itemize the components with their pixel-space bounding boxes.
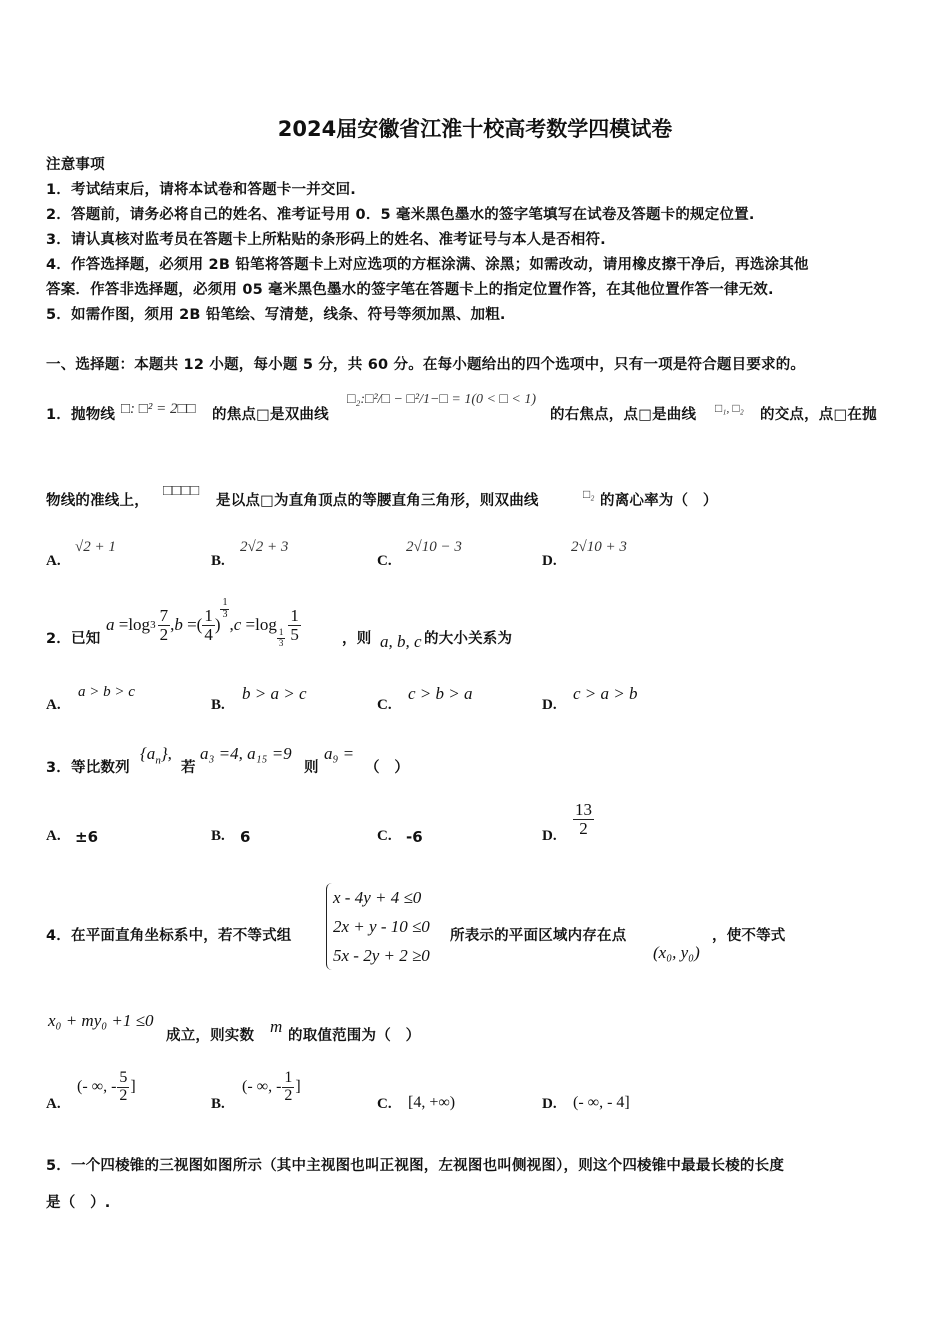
q1-text-part: 是以点□为直角顶点的等腰直角三角形，则双曲线 (216, 493, 539, 509)
q5-text-line: 5．一个四棱锥的三视图如图所示（其中主视图也叫正视图，左视图也叫侧视图），则这个四棱锥中最最长棱的长度 (46, 1158, 785, 1174)
q2-option-b-value: b > a > c (242, 684, 307, 703)
q1-option-d-value: 2√10 + 3 (571, 539, 627, 555)
q4-text-part: 4．在平面直角坐标系中，若不等式组 (46, 928, 292, 944)
q1-text-part: 1．抛物线 (46, 407, 116, 423)
q4-option-a-label[interactable]: A. (46, 1096, 61, 1112)
notice-heading: 注意事项 (46, 157, 105, 173)
q4-text-part: ，使不等式 (712, 928, 786, 944)
q3-condition: a₃ =4, a₁₅ =9 (200, 744, 292, 763)
q2-text-part: ，则 (342, 631, 372, 647)
q2-option-b-label[interactable]: B. (211, 697, 225, 713)
q3-option-d-value: $\frac{13}{2}$ (575, 800, 592, 838)
q1-option-a-label[interactable]: A. (46, 553, 61, 569)
q3-option-c-value: -6 (406, 828, 423, 846)
q3-text-part: 3．等比数列 (46, 760, 130, 776)
q2-option-d-label[interactable]: D. (542, 697, 557, 713)
q2-option-c-label[interactable]: C. (377, 697, 392, 713)
q4-inequality: 2x + y - 10 ≤0 (333, 917, 430, 936)
notice-item: 3．请认真核对监考员在答题卡上所粘贴的条形码上的姓名、准考证号与本人是否相符. (46, 232, 606, 248)
notice-item: 5．如需作图，须用 2B 铅笔绘、写清楚，线条、符号等须加黑、加粗. (46, 307, 506, 323)
q3-target: a₉ = (324, 744, 355, 763)
notice-item: 1．考试结束后，请将本试卷和答题卡一并交回. (46, 182, 356, 198)
q3-sequence: $\{a_n\}$, (140, 744, 172, 767)
notice-item: 2．答题前，请务必将自己的姓名、准考证号用 0．5 毫米黑色墨水的签字笔填写在试卷及答题卡的规定位置. (46, 207, 755, 223)
q3-text-part: 若 (181, 760, 196, 776)
q1-parabola-formula: □: □² = 2□□ (121, 401, 196, 417)
q4-option-c-value: [4, +∞) (408, 1094, 456, 1111)
q4-text-part: 所表示的平面区域内存在点 (450, 928, 627, 944)
q2-option-d-value: c > a > b (573, 684, 638, 703)
q4-inequality: 5x - 2y + 2 ≥0 (333, 946, 430, 965)
q4-option-d-value: (- ∞, - 4] (573, 1094, 630, 1111)
q3-option-b-label[interactable]: B. (211, 828, 225, 844)
q4-inequality-system (326, 883, 430, 970)
q4-text-part: 的取值范围为（ ） (288, 1028, 421, 1044)
q2-option-a-value: a > b > c (78, 684, 135, 700)
q3-option-c-label[interactable]: C. (377, 828, 392, 844)
q4-inequality-condition: x₀ + my₀ +1 ≤0 (48, 1011, 154, 1030)
q1-text-part: 的交点，点□在抛 (760, 407, 877, 423)
q3-option-a-value: ±6 (75, 828, 99, 846)
q2-option-a-label[interactable]: A. (46, 697, 61, 713)
q1-option-b-label[interactable]: B. (211, 553, 225, 569)
q1-text-part: 物线的准线上， (46, 493, 149, 509)
q2-option-c-value: c > b > a (408, 684, 473, 703)
q4-option-b-value: (- ∞, - $\frac{1}{2}$ ] (242, 1069, 301, 1104)
q3-text-part: （ ） (365, 760, 410, 776)
q1-text-part: 的离心率为（ ） (600, 493, 718, 509)
notice-item: 4．作答选择题，必须用 2B 铅笔将答题卡上对应选项的方框涂满、涂黑；如需改动，请用橡皮擦干净后，再选涂其他 (46, 257, 809, 273)
q1-hyperbola-formula: □₂:□²/□ − □²/1−□ = 1(0 < □ < 1) (347, 392, 536, 407)
q2-text-part: 的大小关系为 (424, 631, 513, 647)
q2-text-part: 2．已知 (46, 631, 101, 647)
q3-option-d-label[interactable]: D. (542, 828, 557, 844)
q2-definitions: a =log 3 $\frac{7}{2}$ , b =( $\frac{1}{4}$ ) $\frac{1}{3}$ , c =log $\frac{1}{3}$ $\frac{1}{5}$ (106, 597, 299, 648)
q4-option-b-label[interactable]: B. (211, 1096, 225, 1112)
q2-vars: a, b, c (380, 632, 422, 651)
page-title: 2024届安徽省江淮十校高考数学四模试卷 (277, 117, 673, 141)
q3-option-b-value: 6 (240, 828, 251, 846)
q4-text-part: 成立，则实数 (166, 1028, 255, 1044)
q1-curve-c2: □₂ (583, 487, 595, 501)
q1-option-c-label[interactable]: C. (377, 553, 392, 569)
q1-option-c-value: 2√10 − 3 (406, 539, 462, 555)
q1-text-part: 的右焦点，点□是曲线 (550, 407, 697, 423)
q4-option-d-label[interactable]: D. (542, 1096, 557, 1112)
q3-text-part: 则 (304, 760, 319, 776)
notice-item: 答案．作答非选择题，必须用 05 毫米黑色墨水的签字笔在答题卡上的指定位置作答，在其他位置作答一律无效. (46, 282, 774, 298)
section-heading: 一、选择题：本题共 12 小题，每小题 5 分，共 60 分。在每小题给出的四个选项中，只有一项是符合题目要求的。 (46, 357, 806, 373)
q5-text-line: 是（ ）. (46, 1195, 111, 1211)
q3-option-a-label[interactable]: A. (46, 828, 61, 844)
q1-triangle: □□□□ (163, 483, 200, 499)
q1-option-b-value: 2√2 + 3 (240, 539, 289, 555)
q1-curves: □₁, □₂ (715, 401, 744, 415)
q4-point: (x₀, y₀) (653, 943, 700, 962)
q1-text-part: 的焦点□是双曲线 (212, 407, 329, 423)
q1-option-a-value: √2 + 1 (75, 539, 116, 555)
q4-inequality: x - 4y + 4 ≤0 (333, 888, 422, 907)
q1-option-d-label[interactable]: D. (542, 553, 557, 569)
q4-option-c-label[interactable]: C. (377, 1096, 392, 1112)
q4-var-m: m (270, 1017, 283, 1036)
q4-option-a-value: (- ∞, - $\frac{5}{2}$ ] (77, 1069, 136, 1104)
